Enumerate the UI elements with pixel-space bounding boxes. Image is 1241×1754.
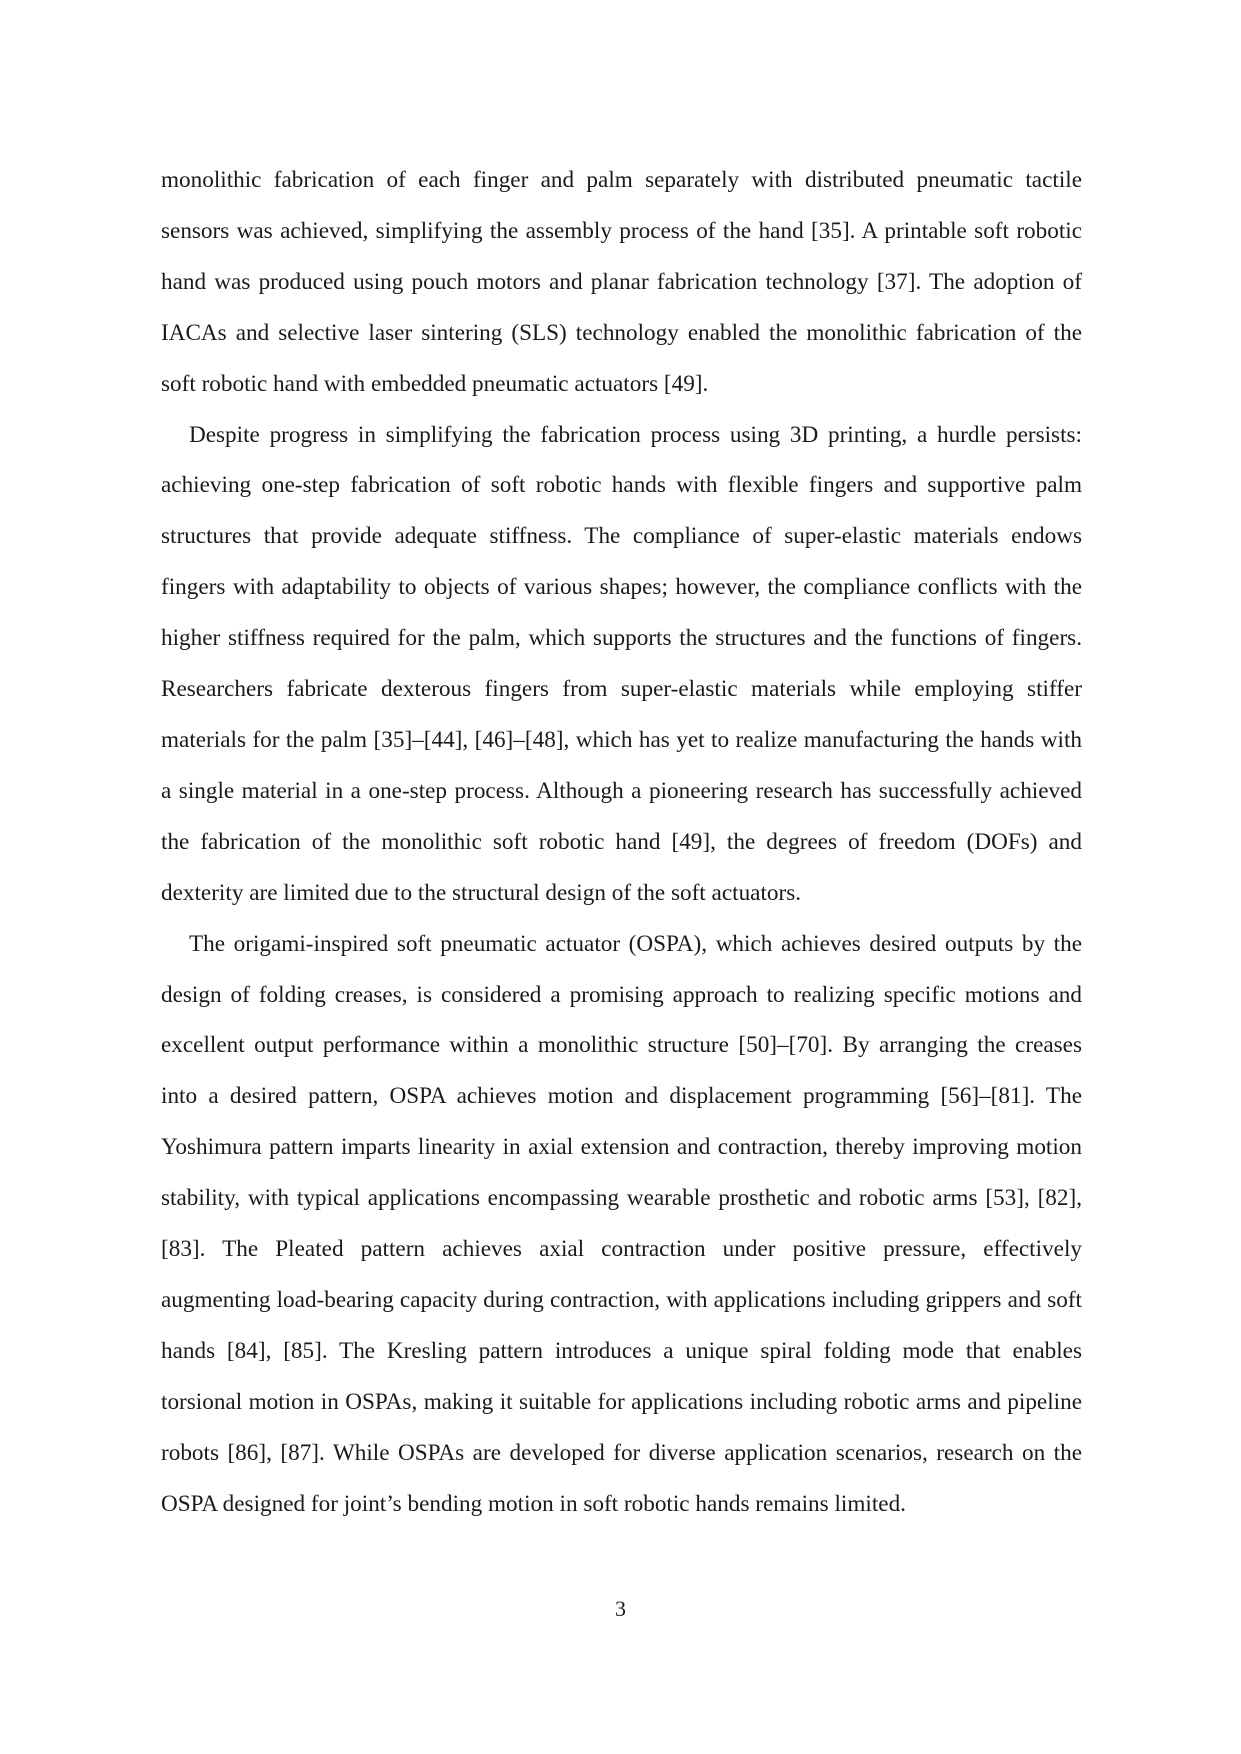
page-number: 3 [615,1596,626,1621]
paragraph-2: Despite progress in simplifying the fabrication process using 3D printing, a hurdle persists: achieving one-step fabrication of soft robotic hands with flexible fingers and supportive palm structures that provide adequate stiffness. The compliance of super-elastic materials endows fingers with adaptability to objects of various shapes; however, the compliance conflicts with the higher stiffness required for the palm, which supports the structures and the functions of fingers. Researchers fabricate dexterous fingers from super-elastic materials while employing stiffer materials for the palm [35]–[44], [46]–[48], which has yet to realize manufacturing the hands with a single material in a one-step process. Although a pioneering research has successfully achieved the fabrication of the monolithic soft robotic hand [49], the degrees of freedom (DOFs) and dexterity are limited due to the structural design of the soft actuators. [161,421,1082,906]
body-text [161,155,1082,1529]
paragraph-3: The origami-inspired soft pneumatic actuator (OSPA), which achieves desired outputs by the design of folding creases, is considered a promising approach to realizing specific motions and excellent output performance within a monolithic structure [50]–[70]. By arranging the creases into a desired pattern, OSPA achieves motion and displacement programming [56]–[81]. The Yoshimura pattern imparts linearity in axial extension and contraction, thereby improving motion stability, with typical applications encompassing wearable prosthetic and robotic arms [53], [82], [83]. The Pleated pattern achieves axial contraction under positive pressure, effectively augmenting load-bearing capacity during contraction, with applications including grippers and soft hands [84], [85]. The Kresling pattern introduces a unique spiral folding mode that enables torsional motion in OSPAs, making it suitable for applications including robotic arms and pipeline robots [86], [87]. While OSPAs are developed for diverse application scenarios, research on the OSPA designed for joint’s bending motion in soft robotic hands remains limited. [161,930,1082,1517]
paragraph-1: monolithic fabrication of each finger and palm separately with distributed pneumatic tactile sensors was achieved, simplifying the assembly process of the hand [35]. A printable soft robotic hand was produced using pouch motors and planar fabrication technology [37]. The adoption of IACAs and selective laser sintering (SLS) technology enabled the monolithic fabrication of the soft robotic hand with embedded pneumatic actuators [49]. [161,167,1082,397]
